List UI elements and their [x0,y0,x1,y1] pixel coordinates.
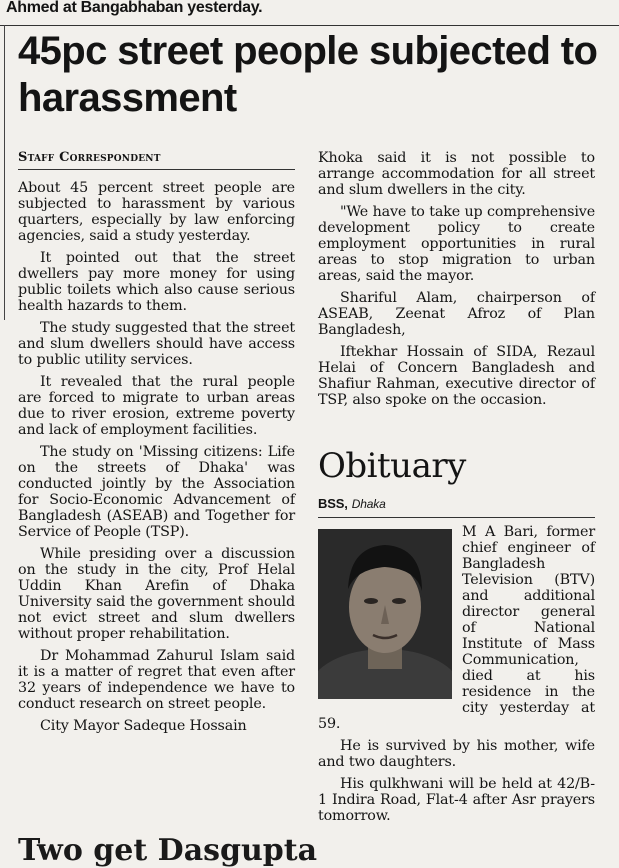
obituary-paragraph: He is survived by his mother, wife and two daughters. [318,738,595,770]
article-left-column [18,150,295,740]
article-paragraph: It pointed out that the street dwellers pay more money for using public toilets which also cause serious health hazards to them. [18,250,295,314]
article-paragraph: About 45 percent street people are subjected to harassment by various quarters, especially by law enforcing agencies, said a study yesterday. [18,180,295,244]
column-divider [4,25,5,320]
byline-text: Staff Correspondent [18,150,161,165]
top-divider [0,25,619,26]
obituary-byline [318,496,595,518]
article-paragraph: The study on 'Missing citizens: Life on the streets of Dhaka' was conducted jointly by the Association for Socio-Economic Advancement of Bangladesh (ASEAB) and Together for Service of People (TSP). [18,444,295,540]
article-paragraph: It revealed that the rural people are forced to migrate to urban areas due to river erosion, extreme poverty and lack of employment facilities. [18,374,295,438]
article-paragraph: Iftekhar Hossain of SIDA, Rezaul Helai of Concern Bangladesh and Shafiur Rahman, executive director of TSP, also spoke on the occasion. [318,344,595,408]
obituary-paragraph: His qulkhwani will be held at 42/B-1 Indira Road, Flat-4 after Asr prayers tomorrow. [318,776,595,824]
article-paragraph: While presiding over a discussion on the study in the city, Prof Helal Uddin Khan Arefin of Dhaka University said the government should not evict street and slum dwellers without proper rehabilitation. [18,546,295,642]
article-paragraph: City Mayor Sadeque Hossain [40,718,247,734]
obituary-title: Obituary [318,446,466,486]
article-paragraph: Khoka said it is not possible to arrange accommodation for all street and slum dwellers in the city. [318,150,595,198]
obituary-place: Dhaka [351,497,386,511]
portrait-photo [318,529,452,699]
next-article-headline: Two get Dasgupta [18,833,318,868]
article-byline [18,150,295,170]
article-paragraph: The study suggested that the street and slum dwellers should have access to public utility services. [18,320,295,368]
portrait-image [318,529,452,699]
article-paragraph: Shariful Alam, chairperson of ASEAB, Zeenat Afroz of Plan Bangladesh, [318,290,595,338]
obituary-paragraph: M A Bari, former chief engineer of Bangladesh Television (BTV) and additional director general of National Institute of Mass Communication, died at his residence in the city yesterday at 59. [318,524,595,732]
article-headline: 45pc street people subjected to harassment [18,29,598,120]
photo-caption: Ahmed at Bangabhaban yesterday. [6,0,263,16]
obituary-agency: BSS, [318,496,348,511]
article-paragraph: "We have to take up comprehensive development policy to create employment opportunities in rural areas to stop migration to urban areas, said the mayor. [318,204,595,284]
article-right-column [318,150,595,830]
obituary-body [318,524,595,824]
article-paragraph: Dr Mohammad Zahurul Islam said it is a matter of regret that even after 32 years of independence we have to conduct research on street people. [18,648,295,712]
